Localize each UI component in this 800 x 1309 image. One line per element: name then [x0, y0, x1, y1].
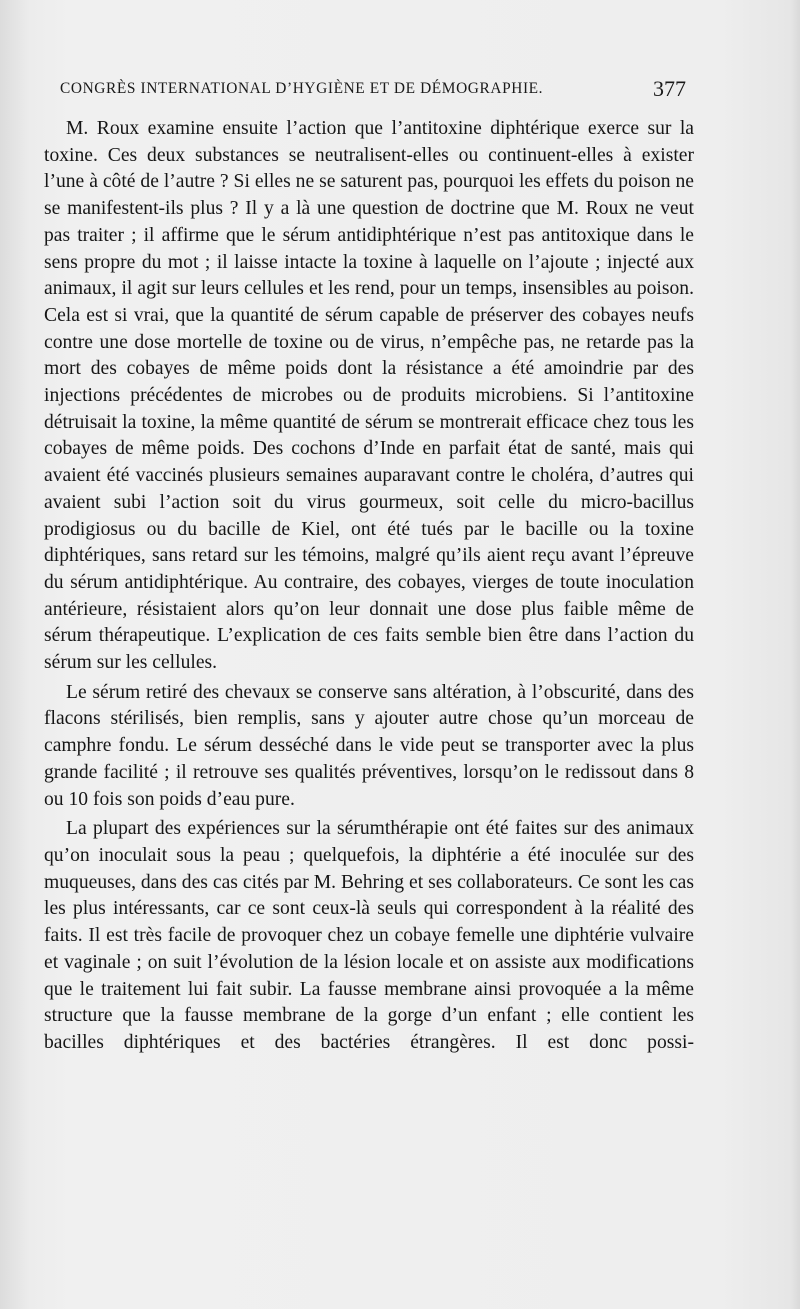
page-header — [60, 76, 690, 110]
paragraph: Le sérum retiré des chevaux se conserve sans altération, à l’obscurité, dans des flacons stérilisés, bien remplis, sans y ajouter autre chose qu’un morceau de camphre fondu. Le sérum desséché dans le vide peut se transporter avec la plus grande facilité ; il retrouve ses qualités préventives, lorsqu’on le redissout dans 8 ou 10 fois son poids d’eau pure. — [44, 681, 694, 810]
page-number: 377 — [653, 76, 686, 101]
paragraph: La plupart des expériences sur la sérumthérapie ont été faites sur des animaux qu’on inoculait sous la peau ; quelquefois, la diphtérie a été inoculée sur des muqueuses, dans des cas cités par M. Behring et ses collaborateurs. Ce sont les cas les plus intéressants, car ce sont ceux-là seuls qui correspondent à la réalité des faits. Il est très facile de provoquer chez un cobaye femelle une diphtérie vulvaire et vaginale ; on suit l’évolution de la lésion locale et on assiste aux modifications que le traitement lui fait subir. La fausse membrane ainsi provoquée a la même structure que la fausse membrane de la gorge d’un enfant ; elle contient les bacilles diphtériques et des bactéries étrangères. Il est donc possi- — [44, 818, 694, 1053]
running-title: CONGRÈS INTERNATIONAL D’HYGIÈNE ET DE DÉMOGRAPHIE. — [60, 80, 544, 97]
paragraph: M. Roux examine ensuite l’action que l’antitoxine diphtérique exerce sur la toxine. Ces deux substances se neutralisent-elles ou continuent-elles à exister l’une à côté de l’autre ? Si elles ne se saturent pas, pourquoi les effets du poison ne se manifestent-ils plus ? Il y a là une question de doctrine que M. Roux ne veut pas traiter ; il affirme que le sérum antidiphtérique n’est pas antitoxique dans le sens propre du mot ; il laisse intacte la toxine à laquelle on l’ajoute ; injecté aux animaux, il agit sur leurs cellules et les rend, pour un temps, insensibles au poison. Cela est si vrai, que la quantité de sérum capable de préserver des cobayes neufs contre une dose mortelle de toxine ou de virus, n’empêche pas, ne retarde pas la mort des cobayes de même poids dont la résistance a été amoindrie par des injections précédentes de microbes ou de produits microbiens. Si l’antitoxine détruisait la toxine, la même quantité de sérum se montrerait efficace chez tous les cobayes de même poids. Des cochons d’Inde en parfait état de santé, mais qui avaient été vaccinés plusieurs semaines auparavant contre le choléra, d’autres qui avaient subi l’action soit du virus gourmeux, soit celle du micro-bacillus prodigiosus ou du bacille de Kiel, ont été tués par le bacille ou la toxine diphtériques, sans retard sur les témoins, malgré qu’ils aient reçu avant l’épreuve du sérum antidiphtérique. Au contraire, des cobayes, vierges de toute inoculation antérieure, résistaient alors qu’on leur donnait une dose plus faible même de sérum thérapeutique. L’explication de ces faits semble bien être dans l’action du sérum sur les cellules. — [44, 118, 694, 674]
body-text — [44, 116, 694, 1057]
